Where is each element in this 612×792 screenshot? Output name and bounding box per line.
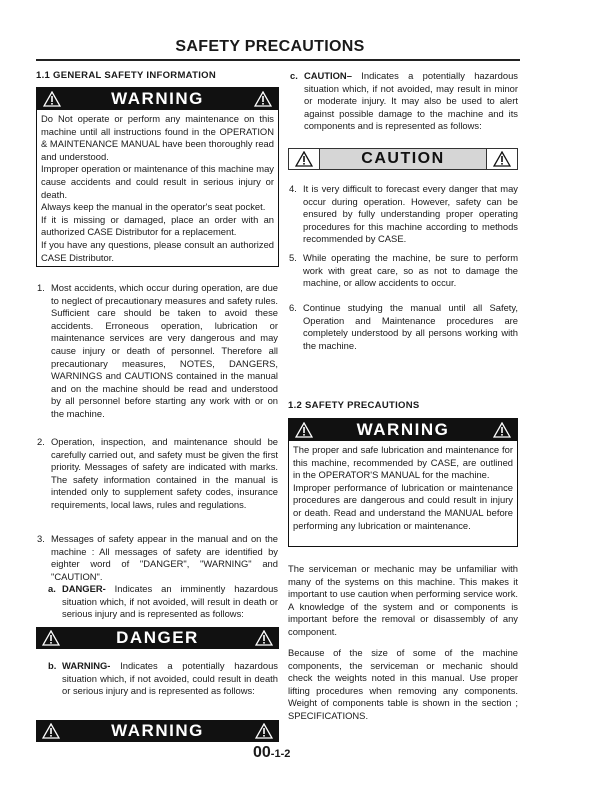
warning-text: Improper performance of lubrication or maintenance procedures are dangerous and could result in injury or death. Read and understand the MANUAL before performing any lubrication or maintenance.: [293, 481, 513, 531]
paragraph: Because of the size of some of the machine components, the serviceman or mechanic should check the weights noted in this manual. Use proper lifting procedures when removing any components. Weight of components table is shown in the section ; SPECIFICATIONS.: [288, 647, 518, 721]
item-text: Messages of safety appear in the manual and on the machine : All messages of safety are identified by eighter word of "DANGER", "WARNING" and "CAUTION".: [51, 533, 278, 582]
warning-banner: [37, 88, 278, 110]
danger-label: DANGER: [116, 628, 199, 647]
paragraph: The serviceman or mechanic may be unfamiliar with many of the systems on this machine. This makes it important to use caution when performing service work. A knowledge of the system and or components is important before the removal or disassembly of any component.: [288, 563, 518, 637]
warning-box-general: [36, 87, 279, 267]
sub-item-text: Indicates an imminently hazardous situation which, if not avoided, will result in death or serious injury and is represented as follows:: [62, 583, 278, 620]
item-text: It is very difficult to forecast every danger that may occur during operation. However, safety can be ensured by fully understanding proper operating procedures for this machine according to methods recommended by CASE.: [303, 183, 518, 245]
item-text: Most accidents, which occur during operation, are due to neglect of precautionary measures and safety rules. Sufficient care should be taken to avoid these accidents. Erroneous operation, lubrication or maintenance services are very dangerous and may cause injury or death of personnel. Therefore all precautionary measures, NOTES, DANGERS, WARNINGS and CAUTIONS contained in the manual and on the machine should be read and understood by all personnel before starting any work with or on the machine.: [51, 282, 278, 419]
page-title: SAFETY PRECAUTIONS: [175, 38, 365, 55]
term-caution: CAUTION–: [304, 70, 352, 81]
warning-text: Improper operation or maintenance of this machine may cause accidents and could result in serious injury or death.: [41, 163, 274, 200]
term-danger: DANGER-: [62, 583, 106, 594]
list-item-3: [37, 533, 278, 583]
item-number: 5.: [289, 252, 297, 263]
item-number: 3.: [37, 533, 45, 544]
page-number: [253, 744, 290, 762]
title-divider: [36, 59, 520, 61]
item-text: While operating the machine, be sure to perform work with great care, so as not to damage the machine, or allow accidents to occur.: [303, 252, 518, 289]
warning-text: If you have any questions, please consult an authorized CASE Distributor.: [41, 238, 274, 263]
warning-triangle-icon: [255, 630, 273, 646]
warning-triangle-icon: [493, 422, 511, 438]
item-number: 1.: [37, 282, 45, 293]
item-number: 2.: [37, 436, 45, 447]
sub-item-text: Indicates a potentially hazardous situation which, if not avoided, may result in minor or moderate injury. It may also be used to alert against possible damage to the machine and its components and is represented as follows:: [304, 70, 518, 132]
page-number-main: 00: [253, 744, 271, 761]
warning-triangle-icon: [254, 91, 272, 107]
sub-item-marker: c.: [290, 70, 298, 81]
item-number: 6.: [289, 302, 297, 313]
warning-text: Always keep the manual in the operator's seat pocket.: [41, 201, 266, 213]
warning-triangle-icon: [42, 723, 60, 739]
sub-item-caution: [290, 70, 518, 133]
warning-text: If it is missing or damaged, place an order with an authorized CASE Distributor for a replacement.: [41, 213, 274, 238]
warning-triangle-icon: [42, 630, 60, 646]
section-heading-precautions: 1.2 SAFETY PRECAUTIONS: [288, 400, 420, 411]
list-item-2: [37, 436, 278, 512]
sub-item-warning: [48, 660, 278, 698]
warning-triangle-icon: [255, 723, 273, 739]
page-number-sub: -1-2: [270, 748, 291, 760]
section-heading-general: 1.1 GENERAL SAFETY INFORMATION: [36, 70, 217, 81]
list-item-4: [289, 183, 518, 246]
sub-item-text: Indicates a potentially hazardous situation which, if not avoided, could result in death or serious injury and is represented as follows:: [62, 660, 278, 697]
warning-triangle-icon: [43, 91, 61, 107]
caution-label: CAUTION: [361, 150, 445, 167]
caution-triangle-icon: [295, 151, 313, 167]
list-item-1: [37, 282, 278, 421]
warning-label: WARNING: [356, 420, 450, 439]
warning-banner: [36, 720, 279, 742]
item-text: Continue studying the manual until all Safety, Operation and Maintenance procedures are completely understood by all persons working with the machine.: [303, 302, 518, 351]
list-item-5: [289, 252, 518, 290]
danger-banner: [36, 627, 279, 649]
list-item-6: [289, 302, 518, 352]
item-text: Operation, inspection, and maintenance should be carefully carried out, and safety must be given the first priority. Messages of safety are indicated with marks. The safety information contained in the manual is intended only to supplement safety codes, insurance requirements, local laws, rules and regulations.: [51, 436, 278, 510]
caution-triangle-icon: [493, 151, 511, 167]
warning-box-precautions: [288, 418, 518, 547]
warning-text: The proper and safe lubrication and maintenance for this machine, recommended by CASE, are outlined in the OPERATOR'S MANUAL for the machine.: [293, 444, 513, 481]
caution-banner: [288, 148, 518, 170]
sub-item-danger: [48, 583, 278, 621]
term-warning: WARNING-: [62, 660, 111, 671]
sub-item-marker: b.: [48, 660, 57, 671]
sub-item-marker: a.: [48, 583, 56, 594]
item-number: 4.: [289, 183, 297, 194]
warning-label: WARNING: [111, 89, 204, 108]
warning-banner: [289, 419, 517, 441]
warning-label: WARNING: [111, 721, 204, 740]
warning-text: Do Not operate or perform any maintenance on this machine until all instructions found in the OPERATION & MAINTENANCE MANUAL have been thoroughly read and understood.: [41, 113, 274, 162]
warning-triangle-icon: [295, 422, 313, 438]
